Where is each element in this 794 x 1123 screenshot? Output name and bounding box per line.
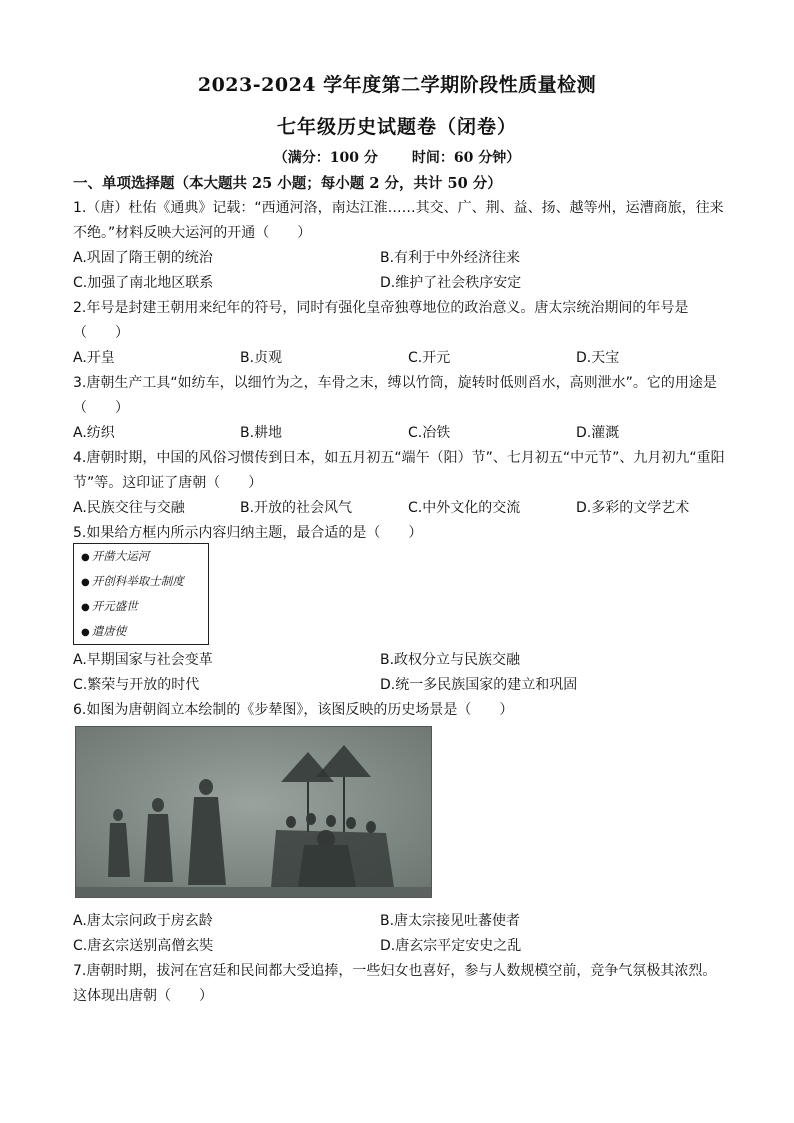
q2-option-a[interactable]: A.开皇: [73, 350, 115, 366]
q5-option-b[interactable]: B.政权分立与民族交融: [380, 652, 521, 668]
question-1-stem: 1.（唐）杜佑《通典》记载：“西通河洛，南达江淮……其交、广、荆、益、扬、越等州，运漕商旅，往来: [73, 200, 724, 216]
exam-meta: [0, 147, 794, 167]
q5-option-d[interactable]: D.统一多民族国家的建立和巩固: [380, 677, 578, 693]
box-item: ● 遣唐使: [81, 624, 127, 638]
box-item: ● 开凿大运河: [81, 549, 150, 563]
q6-option-a[interactable]: A.唐太宗问政于房玄龄: [73, 913, 213, 929]
q2-option-c[interactable]: C.开元: [408, 350, 451, 366]
q2-option-b[interactable]: B.贞观: [240, 350, 283, 366]
question-3-stem-cont: （ ）: [73, 400, 129, 416]
box-item: ● 开创科举取士制度: [81, 574, 184, 588]
question-1-stem-cont: 不绝。”材料反映大运河的开通（ ）: [73, 225, 312, 241]
question-6-stem: 6.如图为唐朝阎立本绘制的《步辇图》，该图反映的历史场景是（ ）: [73, 702, 514, 718]
box-item: ● 开元盛世: [81, 599, 138, 613]
question-5-stem: 5.如果给方框内所示内容归纳主题，最合适的是（ ）: [73, 525, 423, 541]
q6-option-d[interactable]: D.唐玄宗平定安史之乱: [380, 938, 522, 954]
q6-option-b[interactable]: B.唐太宗接见吐蕃使者: [380, 913, 521, 929]
q3-option-d[interactable]: D.灌溉: [576, 425, 620, 441]
q3-option-c[interactable]: C.冶铁: [408, 425, 451, 441]
q4-option-d[interactable]: D.多彩的文学艺术: [576, 500, 690, 516]
buniantu-painting-image: [75, 726, 432, 898]
q1-option-d[interactable]: D.维护了社会秩序安定: [380, 275, 522, 291]
q5-option-c[interactable]: C.繁荣与开放的时代: [73, 677, 200, 693]
question-2-stem: 2.年号是封建王朝用来纪年的符号，同时有强化皇帝独尊地位的政治意义。唐太宗统治期间的年号是: [73, 300, 689, 316]
exam-subtitle: 七年级历史试题卷（闭卷）: [276, 116, 517, 138]
question-3-stem: 3.唐朝生产工具“如纺车，以细竹为之，车骨之末，缚以竹筒，旋转时低则舀水，高则泄水”。它的用途是: [73, 375, 717, 391]
q1-option-c[interactable]: C.加强了南北地区联系: [73, 275, 214, 291]
exam-title: 2023-2024 学年度第二学期阶段性质量检测: [197, 74, 597, 96]
q1-option-a[interactable]: A.巩固了隋王朝的统治: [73, 250, 213, 266]
q4-option-b[interactable]: B.开放的社会风气: [240, 500, 353, 516]
q3-option-b[interactable]: B.耕地: [240, 425, 283, 441]
theme-box: [73, 543, 209, 645]
q4-option-c[interactable]: C.中外文化的交流: [408, 500, 521, 516]
q1-option-b[interactable]: B.有利于中外经济往来: [380, 250, 521, 266]
question-2-stem-cont: （ ）: [73, 325, 129, 341]
painting-illustration: [76, 727, 431, 897]
q4-option-a[interactable]: A.民族交往与交融: [73, 500, 185, 516]
question-4-stem: 4.唐朝时期，中国的风俗习惯传到日本，如五月初五“端午（阳）节”、七月初五“中元节”、九月初九“重阳: [73, 450, 725, 466]
full-score: （满分：100 分: [273, 150, 378, 166]
q2-option-d[interactable]: D.天宝: [576, 350, 620, 366]
section-heading: 一、单项选择题（本大题共 25 小题；每小题 2 分，共计 50 分）: [73, 175, 502, 192]
q5-option-a[interactable]: A.早期国家与社会变革: [73, 652, 213, 668]
question-7-stem: 7.唐朝时期，拔河在宫廷和民间都大受追捧，一些妇女也喜好，参与人数规模空前，竞争气氛极其浓烈。: [73, 963, 717, 979]
q6-option-c[interactable]: C.唐玄宗送别高僧玄奘: [73, 938, 214, 954]
question-7-stem-cont: 这体现出唐朝（ ）: [73, 988, 213, 1004]
question-4-stem-cont: 节”等。这印证了唐朝（ ）: [73, 475, 263, 491]
exam-time: 时间：60 分钟）: [411, 150, 521, 166]
q3-option-a[interactable]: A.纺织: [73, 425, 115, 441]
